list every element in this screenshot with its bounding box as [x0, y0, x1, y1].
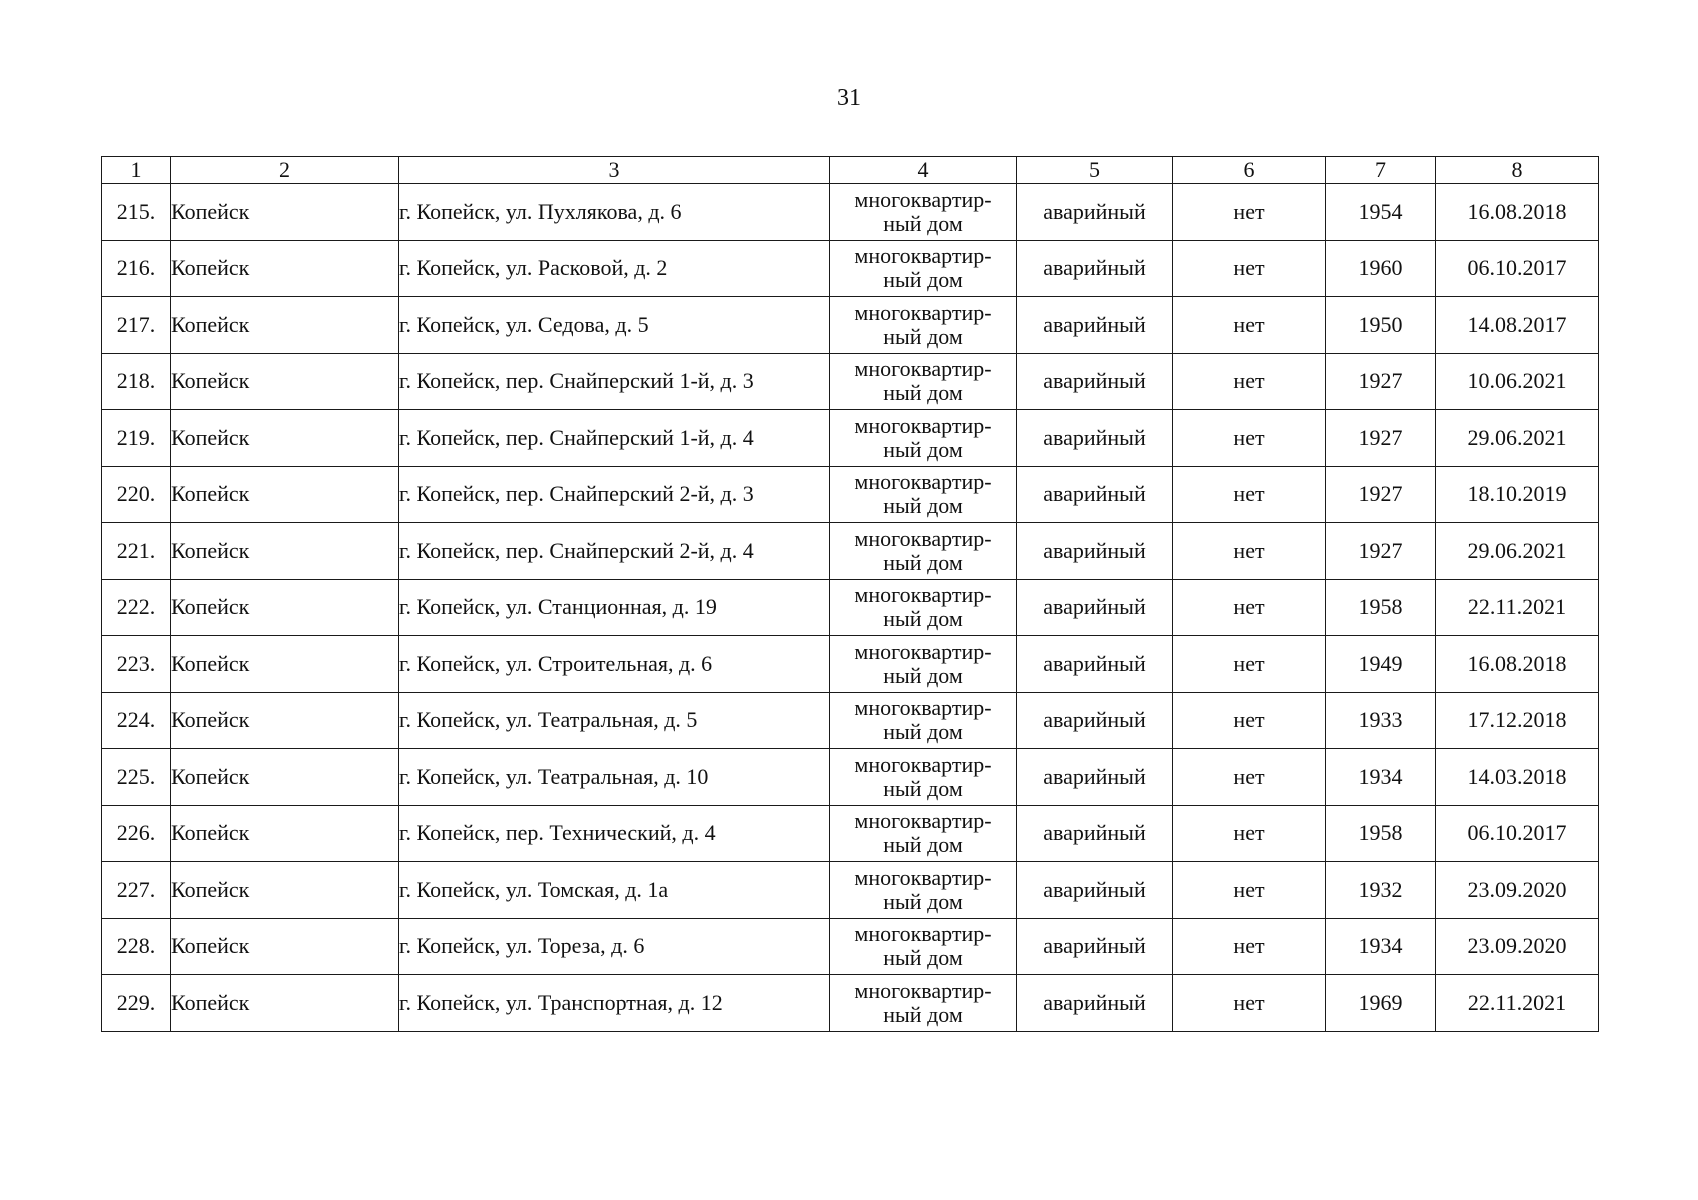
year-built-cell: 1958: [1326, 805, 1436, 862]
building-type-line-1: многоквартир-: [854, 243, 992, 269]
year-built-cell: 1960: [1326, 240, 1436, 297]
building-type-line-1: многоквартир-: [854, 525, 992, 551]
decision-date-cell: 29.06.2021: [1436, 410, 1599, 467]
table-row: [102, 862, 1599, 919]
decision-date-cell: 14.08.2017: [1436, 297, 1599, 354]
building-type-line-2: ный дом: [883, 380, 963, 406]
table-row: [102, 184, 1599, 241]
condition-cell: аварийный: [1017, 523, 1173, 580]
decision-date-cell: 22.11.2021: [1436, 579, 1599, 636]
flag-cell: нет: [1173, 975, 1326, 1032]
decision-date-cell: 29.06.2021: [1436, 523, 1599, 580]
address-cell: г. Копейск, ул. Транспортная, д. 12: [399, 975, 830, 1032]
condition-cell: аварийный: [1017, 975, 1173, 1032]
column-number-5: 5: [1017, 157, 1173, 184]
year-built-cell: 1932: [1326, 862, 1436, 919]
flag-cell: нет: [1173, 805, 1326, 862]
building-type-cell: [830, 692, 1017, 749]
building-type-line-2: ный дом: [883, 436, 963, 462]
municipality-cell: Копейск: [171, 410, 399, 467]
flag-cell: нет: [1173, 579, 1326, 636]
condition-cell: аварийный: [1017, 184, 1173, 241]
building-type-cell: [830, 749, 1017, 806]
building-type-cell: [830, 466, 1017, 523]
flag-cell: нет: [1173, 918, 1326, 975]
building-type-cell: [830, 862, 1017, 919]
table-row: [102, 692, 1599, 749]
address-cell: г. Копейск, пер. Снайперский 2-й, д. 4: [399, 523, 830, 580]
building-type-line-1: многоквартир-: [854, 864, 992, 890]
building-type-line-2: ный дом: [883, 549, 963, 575]
building-type-line-1: многоквартир-: [854, 299, 992, 325]
table-row: [102, 579, 1599, 636]
row-number: 223.: [102, 636, 171, 693]
table-row: [102, 353, 1599, 410]
condition-cell: аварийный: [1017, 466, 1173, 523]
year-built-cell: 1933: [1326, 692, 1436, 749]
condition-cell: аварийный: [1017, 805, 1173, 862]
year-built-cell: 1927: [1326, 410, 1436, 467]
address-cell: г. Копейск, ул. Станционная, д. 19: [399, 579, 830, 636]
row-number: 215.: [102, 184, 171, 241]
flag-cell: нет: [1173, 636, 1326, 693]
municipality-cell: Копейск: [171, 184, 399, 241]
year-built-cell: 1958: [1326, 579, 1436, 636]
building-type-cell: [830, 579, 1017, 636]
table-row: [102, 975, 1599, 1032]
column-number-1: 1: [102, 157, 171, 184]
municipality-cell: Копейск: [171, 297, 399, 354]
building-type-cell: [830, 805, 1017, 862]
row-number: 217.: [102, 297, 171, 354]
condition-cell: аварийный: [1017, 579, 1173, 636]
row-number: 229.: [102, 975, 171, 1032]
decision-date-cell: 23.09.2020: [1436, 862, 1599, 919]
building-type-cell: [830, 240, 1017, 297]
flag-cell: нет: [1173, 523, 1326, 580]
table-row: [102, 240, 1599, 297]
flag-cell: нет: [1173, 862, 1326, 919]
flag-cell: нет: [1173, 410, 1326, 467]
address-cell: г. Копейск, пер. Снайперский 1-й, д. 3: [399, 353, 830, 410]
building-type-line-1: многоквартир-: [854, 582, 992, 608]
building-type-line-1: многоквартир-: [854, 469, 992, 495]
year-built-cell: 1969: [1326, 975, 1436, 1032]
row-number: 228.: [102, 918, 171, 975]
address-cell: г. Копейск, ул. Пухлякова, д. 6: [399, 184, 830, 241]
building-type-line-2: ный дом: [883, 888, 963, 914]
municipality-cell: Копейск: [171, 692, 399, 749]
year-built-cell: 1950: [1326, 297, 1436, 354]
building-type-line-1: многоквартир-: [854, 186, 992, 212]
year-built-cell: 1934: [1326, 918, 1436, 975]
decision-date-cell: 22.11.2021: [1436, 975, 1599, 1032]
column-number-3: 3: [399, 157, 830, 184]
municipality-cell: Копейск: [171, 240, 399, 297]
row-number: 222.: [102, 579, 171, 636]
table-row: [102, 523, 1599, 580]
municipality-cell: Копейск: [171, 636, 399, 693]
address-cell: г. Копейск, ул. Тореза, д. 6: [399, 918, 830, 975]
building-type-line-2: ный дом: [883, 493, 963, 519]
row-number: 221.: [102, 523, 171, 580]
flag-cell: нет: [1173, 466, 1326, 523]
building-type-cell: [830, 918, 1017, 975]
building-type-cell: [830, 975, 1017, 1032]
row-number: 227.: [102, 862, 171, 919]
decision-date-cell: 14.03.2018: [1436, 749, 1599, 806]
decision-date-cell: 06.10.2017: [1436, 240, 1599, 297]
building-type-line-1: многоквартир-: [854, 695, 992, 721]
decision-date-cell: 16.08.2018: [1436, 184, 1599, 241]
building-type-line-1: многоквартир-: [854, 751, 992, 777]
condition-cell: аварийный: [1017, 862, 1173, 919]
decision-date-cell: 10.06.2021: [1436, 353, 1599, 410]
condition-cell: аварийный: [1017, 353, 1173, 410]
column-number-2: 2: [171, 157, 399, 184]
building-type-line-1: многоквартир-: [854, 921, 992, 947]
building-type-cell: [830, 353, 1017, 410]
year-built-cell: 1927: [1326, 523, 1436, 580]
page-number: 31: [837, 85, 861, 111]
building-type-line-2: ный дом: [883, 323, 963, 349]
flag-cell: нет: [1173, 353, 1326, 410]
decision-date-cell: 18.10.2019: [1436, 466, 1599, 523]
column-number-row: [102, 157, 1599, 184]
condition-cell: аварийный: [1017, 692, 1173, 749]
row-number: 225.: [102, 749, 171, 806]
address-cell: г. Копейск, ул. Томская, д. 1а: [399, 862, 830, 919]
row-number: 218.: [102, 353, 171, 410]
row-number: 226.: [102, 805, 171, 862]
column-number-4: 4: [830, 157, 1017, 184]
address-cell: г. Копейск, пер. Снайперский 2-й, д. 3: [399, 466, 830, 523]
flag-cell: нет: [1173, 297, 1326, 354]
year-built-cell: 1934: [1326, 749, 1436, 806]
housing-registry-table: [101, 156, 1599, 1032]
municipality-cell: Копейск: [171, 353, 399, 410]
condition-cell: аварийный: [1017, 240, 1173, 297]
row-number: 220.: [102, 466, 171, 523]
building-type-line-1: многоквартир-: [854, 638, 992, 664]
condition-cell: аварийный: [1017, 749, 1173, 806]
municipality-cell: Копейск: [171, 523, 399, 580]
row-number: 219.: [102, 410, 171, 467]
building-type-line-1: многоквартир-: [854, 412, 992, 438]
address-cell: г. Копейск, ул. Расковой, д. 2: [399, 240, 830, 297]
building-type-line-2: ный дом: [883, 945, 963, 971]
year-built-cell: 1949: [1326, 636, 1436, 693]
table-row: [102, 297, 1599, 354]
year-built-cell: 1927: [1326, 353, 1436, 410]
table-body: [102, 184, 1599, 1032]
address-cell: г. Копейск, пер. Технический, д. 4: [399, 805, 830, 862]
address-cell: г. Копейск, ул. Театральная, д. 5: [399, 692, 830, 749]
building-type-cell: [830, 184, 1017, 241]
municipality-cell: Копейск: [171, 918, 399, 975]
row-number: 224.: [102, 692, 171, 749]
municipality-cell: Копейск: [171, 975, 399, 1032]
address-cell: г. Копейск, ул. Седова, д. 5: [399, 297, 830, 354]
building-type-cell: [830, 523, 1017, 580]
table-row: [102, 410, 1599, 467]
building-type-line-1: многоквартир-: [854, 977, 992, 1003]
column-number-6: 6: [1173, 157, 1326, 184]
condition-cell: аварийный: [1017, 918, 1173, 975]
flag-cell: нет: [1173, 240, 1326, 297]
table-row: [102, 805, 1599, 862]
address-cell: г. Копейск, пер. Снайперский 1-й, д. 4: [399, 410, 830, 467]
table-row: [102, 918, 1599, 975]
table-row: [102, 749, 1599, 806]
flag-cell: нет: [1173, 749, 1326, 806]
year-built-cell: 1954: [1326, 184, 1436, 241]
decision-date-cell: 06.10.2017: [1436, 805, 1599, 862]
building-type-line-1: многоквартир-: [854, 808, 992, 834]
table-row: [102, 466, 1599, 523]
flag-cell: нет: [1173, 692, 1326, 749]
municipality-cell: Копейск: [171, 466, 399, 523]
table-row: [102, 636, 1599, 693]
municipality-cell: Копейск: [171, 862, 399, 919]
decision-date-cell: 23.09.2020: [1436, 918, 1599, 975]
building-type-line-2: ный дом: [883, 719, 963, 745]
column-number-7: 7: [1326, 157, 1436, 184]
column-number-8: 8: [1436, 157, 1599, 184]
condition-cell: аварийный: [1017, 636, 1173, 693]
municipality-cell: Копейск: [171, 749, 399, 806]
building-type-line-2: ный дом: [883, 1001, 963, 1027]
municipality-cell: Копейск: [171, 805, 399, 862]
building-type-line-2: ный дом: [883, 606, 963, 632]
building-type-line-1: многоквартир-: [854, 356, 992, 382]
municipality-cell: Копейск: [171, 579, 399, 636]
condition-cell: аварийный: [1017, 297, 1173, 354]
address-cell: г. Копейск, ул. Театральная, д. 10: [399, 749, 830, 806]
decision-date-cell: 16.08.2018: [1436, 636, 1599, 693]
year-built-cell: 1927: [1326, 466, 1436, 523]
building-type-line-2: ный дом: [883, 662, 963, 688]
flag-cell: нет: [1173, 184, 1326, 241]
building-type-line-2: ный дом: [883, 775, 963, 801]
condition-cell: аварийный: [1017, 410, 1173, 467]
row-number: 216.: [102, 240, 171, 297]
decision-date-cell: 17.12.2018: [1436, 692, 1599, 749]
building-type-cell: [830, 410, 1017, 467]
address-cell: г. Копейск, ул. Строительная, д. 6: [399, 636, 830, 693]
building-type-line-2: ный дом: [883, 832, 963, 858]
building-type-line-2: ный дом: [883, 267, 963, 293]
building-type-cell: [830, 636, 1017, 693]
building-type-cell: [830, 297, 1017, 354]
building-type-line-2: ный дом: [883, 210, 963, 236]
